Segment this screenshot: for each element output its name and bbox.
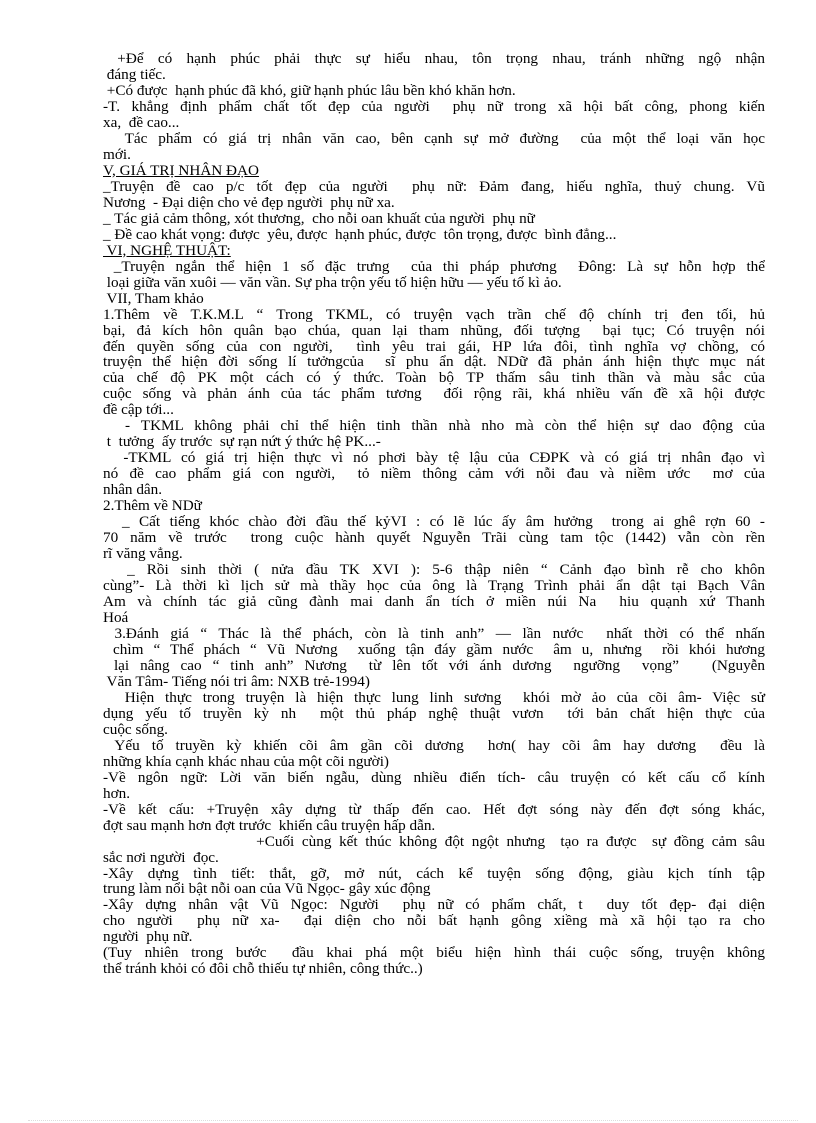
text-line: mới. [103,145,131,163]
text-line: nhân dân. [103,481,163,499]
text-line: loại giữa văn xuôi — văn vần. Sự pha trộn yếu tố hiện hữu — yếu tố kì ảo. [103,273,562,291]
text-line: 3.Đánh giá “ Thác là thể phách, còn là tinh anh” — lần nước nhất thời có thể nhấn [103,624,765,642]
text-line: VI, NGHỆ THUẬT: [103,241,231,259]
text-line: t tưởng ấy trước sự rạn nứt ý thức hệ PK...- [103,433,381,451]
text-line: đợt sau mạnh hơn đợt trước khiến câu truyện hấp dẫn. [103,816,436,834]
text-line: -T. khẳng định phẩm chất tốt đẹp của người phụ nữ trong xã hội bất công, phong kiến [103,97,765,115]
text-line: người phụ nữ. [103,928,193,946]
text-line: -Về kết cấu: +Truyện xây dựng từ thấp đến cao. Hết đợt sóng này đến đợt sóng khác, [103,800,765,818]
text-line: -Xây dựng nhân vật Vũ Ngọc: Người phụ nữ có phẩm chất, t duy tốt đẹp- đại diện [103,896,765,914]
text-line: đề cập tới... [103,401,174,419]
text-line: -Xây dựng tình tiết: thắt, gỡ, mở nút, cách kể tuyện sống động, giàu kịch tính tập [103,864,765,882]
text-line: _Truyện ngắn thể hiện 1 số đặc trưng của thi pháp phương Đông: Là sự hỗn hợp thể [103,257,765,275]
text-line: +Để có hạnh phúc phải thực sự hiểu nhau, tôn trọng nhau, tránh những ngộ nhận [103,50,765,67]
page-footer-divider [28,1120,798,1121]
text-line: +Cuối cùng kết thúc không đột ngột nhưng tạo ra được sự đồng cảm sâu [103,832,765,850]
text-line: Tác phẩm có giá trị nhân văn cao, bên cạnh sự mở đường của một thể loại văn học [103,129,765,147]
text-line: +Có được hạnh phúc đã khó, giữ hạnh phúc lâu bền khó khăn hơn. [103,81,516,99]
text-line: _ Cất tiếng khóc chào đời đầu thế kỷVI : có lẽ lúc ấy âm hưởng trong ai ghê rợn 60 - [103,513,765,531]
text-line: _ Rồi sinh thời ( nửa đầu TK XVI ): 5-6 thập niên “ Cảnh đạo bình rễ cho khôn [103,561,765,578]
text-line: cho người phụ nữ xa- đại diện cho nỗi bất hạnh gông xiềng mà xã hội tạo ra cho [103,912,765,930]
text-line: cuộc sống. [103,720,168,738]
text-line: sắc nơi người đọc. [103,848,219,866]
text-line: 70 năm về trước trong cuộc hành quyết Nguyễn Trãi cùng tam tộc (1442) vẫn còn rền [103,529,765,547]
text-line: thể tránh khỏi có đôi chỗ thiếu tự nhiên, công thức..) [103,960,423,978]
text-line: dụng yếu tố truyền kỳ nh một thủ pháp nghệ thuật vươn tới bản chất hiện thực của [103,704,765,722]
text-line: Hoá [103,609,129,626]
text-line: -Về ngôn ngữ: Lời văn biến ngẫu, dùng nhiều điển tích- câu truyện có kết cấu cổ kính [103,768,765,786]
text-line: bại, đả kích hôn quân bạo chúa, quan lại tham nhũng, đối tượng bại tục; Có truyện nói [103,321,765,339]
text-line: Nương - Đại diện cho vẻ đẹp người phụ nữ xa. [103,193,395,211]
text-line: truyện thể hiện đời sống lí tưởngcủa sĩ phu ẩn dật. NDữ đã phản ánh hiện thực mục nát [103,353,765,371]
text-line: V, GIÁ TRỊ NHÂN ĐẠO [103,161,259,179]
text-line: của chế độ PK một cách có ý thức. Toàn bộ TP thấm sâu tinh thần và màu sắc của [103,369,765,387]
text-line: (Tuy nhiên trong bước đầu khai phá một biểu hiện hình thái cuộc sống, truyện không [103,944,765,962]
text-line: Văn Tâm- Tiếng nói tri âm: NXB trẻ-1994) [103,672,370,690]
text-line: _Truyện đề cao p/c tốt đẹp của người phụ nữ: Đảm đang, hiếu nghĩa, thuỷ chung. Vũ [103,177,765,195]
text-line: Yếu tố truyền kỳ khiến cõi âm gần cõi dương hơn( hay cõi âm hay dương đều là [103,736,765,754]
text-line: lại nâng cao “ tinh anh” Nương từ lên tốt với ánh dương ngưỡng vọng” (Nguyễn [103,656,765,674]
text-line: _ Tác giả cảm thông, xót thương, cho nỗi oan khuất của người phụ nữ [103,209,535,227]
text-line: xa, đề cao... [103,113,180,131]
text-line: những khía cạnh khác nhau của một cõi người) [103,752,389,770]
text-line: -TKML có giá trị hiện thực vì nó phơi bày tệ lậu của CĐPK và có giá trị nhân đạo vì [103,449,765,467]
text-line: trung làm nổi bật nỗi oan của Vũ Ngọc- gây xúc động [103,880,431,898]
text-line: đến quyền sống của con người, tình yêu trai gái, HP lứa đôi, tình nghĩa vợ chồng, có [103,337,765,355]
text-line: 1.Thêm về T.K.M.L “ Trong TKML, có truyện vạch trần chế độ chính trị đen tối, hủ [103,305,765,323]
text-line: rĩ văng vẳng. [103,545,183,563]
text-line: cùng”- Là thời kì lịch sử mà thầy học của ông là Trạng Trình phải ẩn dật tại Bạch Vân [103,577,765,594]
text-line: Hiện thực trong truyện là hiện thực lung linh sương khói mờ ảo của cõi âm- Việc sử [103,688,765,706]
text-line: VII, Tham khảo [103,289,204,307]
text-line: 2.Thêm về NDữ [103,497,202,515]
text-line: _ Đề cao khát vọng: được yêu, được hạnh phúc, được tôn trọng, được bình đẳng... [103,225,617,243]
text-line: cuộc sống và phản ánh của tác phẩm tương đối rộng rãi, khá nhiều vấn đề xã hội được [103,385,765,403]
text-line: - TKML không phải chỉ thể hiện tinh thần nhà nho mà còn thể hiện sự dao động của [103,417,765,435]
text-line: nó đề cao phẩm giá con người, tỏ niềm thông cảm với nỗi đau và niềm ước mơ của [103,465,765,483]
text-line: chìm “ Thể phách “ Vũ Nương xuống tận đáy gầm nước âm u, nhưng rồi khói hương [103,640,765,658]
text-line: đáng tiếc. [103,66,166,83]
text-line: Am và chính tác giả cũng đành mai danh ẩn tích ở miền núi Na hiu quạnh xứ Thanh [103,593,765,610]
text-line: hơn. [103,784,131,802]
